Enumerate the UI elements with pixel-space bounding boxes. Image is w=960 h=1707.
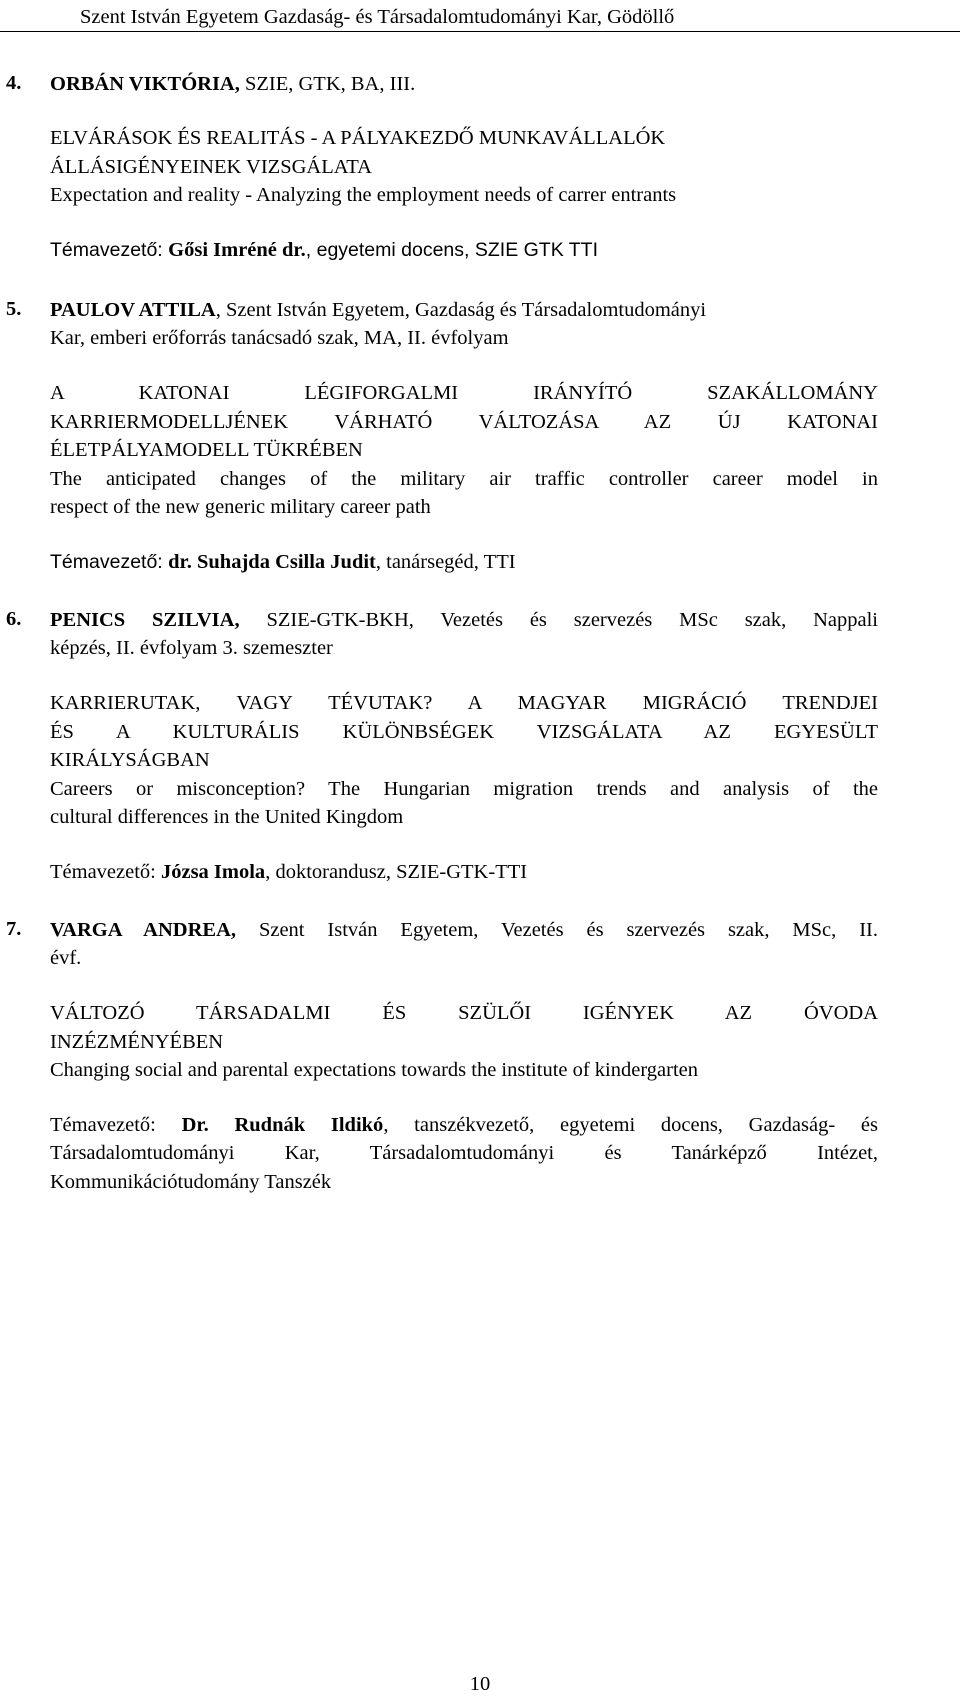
supervisor-line xyxy=(50,240,878,261)
affiliation: SZIE-GTK-BKH, Vezetés és szervezés MSc szak, Nappali xyxy=(239,609,878,631)
author-name: ORBÁN VIKTÓRIA, xyxy=(50,73,240,95)
author-line xyxy=(50,920,878,941)
title-hungarian: A KATONAI LÉGIFORGALMI IRÁNYÍTÓ SZAKÁLLOMÁNY xyxy=(50,382,878,404)
supervisor-name: dr. Suhajda Csilla Judit xyxy=(168,551,376,573)
supervisor-name: Dr. Rudnák Ildikó xyxy=(181,1114,384,1136)
supervisor-details: , tanszékvezető, egyetemi docens, Gazdaság- és xyxy=(383,1114,878,1136)
entry-number: 6. xyxy=(6,608,22,630)
supervisor-details: Társadalomtudományi Kar, Társadalomtudományi és Tanárképző Intézet, xyxy=(50,1142,878,1164)
title-english: Careers or misconception? The Hungarian migration trends and analysis of the xyxy=(50,778,878,800)
supervisor-name: Gősi Imréné dr. xyxy=(168,239,306,261)
entry-number: 5. xyxy=(6,298,22,320)
author-line xyxy=(50,74,878,95)
page-number: 10 xyxy=(469,1673,491,1695)
title-hungarian: KARRIERUTAK, VAGY TÉVUTAK? A MAGYAR MIGRÁCIÓ TRENDJEI xyxy=(50,692,878,714)
supervisor-details: Kommunikációtudomány Tanszék xyxy=(50,1171,332,1193)
page-header: Szent István Egyetem Gazdaság- és Társadalomtudományi Kar, Gödöllő xyxy=(80,6,675,28)
supervisor-label: Témavezető: xyxy=(50,551,169,573)
author-name: PAULOV ATTILA xyxy=(50,299,216,321)
author-name: PENICS SZILVIA, xyxy=(50,609,240,631)
supervisor-label: Témavezető: xyxy=(50,1114,182,1136)
affiliation: , Szent István Egyetem, Gazdaság és Társadalomtudományi xyxy=(215,299,707,321)
title-hungarian: ÉS A KULTURÁLIS KÜLÖNBSÉGEK VIZSGÁLATA AZ EGYESÜLT xyxy=(50,721,878,743)
affiliation: Kar, emberi erőforrás tanácsadó szak, MA, II. évfolyam xyxy=(50,327,509,349)
entry-number: 4. xyxy=(6,72,22,94)
title-hungarian: ÁLLÁSIGÉNYEINEK VIZSGÁLATA xyxy=(50,156,372,178)
supervisor-label: Témavezető: xyxy=(50,861,161,883)
title-hungarian: ELVÁRÁSOK ÉS REALITÁS - A PÁLYAKEZDŐ MUNKAVÁLLALÓK xyxy=(50,127,666,149)
supervisor-line xyxy=(50,1115,878,1136)
title-english: The anticipated changes of the military air traffic controller career model in xyxy=(50,468,878,490)
author-line xyxy=(50,300,878,321)
title-english: respect of the new generic military career path xyxy=(50,496,431,518)
author-line xyxy=(50,610,878,631)
title-hungarian: KIRÁLYSÁGBAN xyxy=(50,749,210,771)
supervisor-details: , egyetemi docens, SZIE GTK TTI xyxy=(305,239,599,261)
affiliation: képzés, II. évfolyam 3. szemeszter xyxy=(50,637,333,659)
entry-number: 7. xyxy=(6,918,22,940)
title-english: Changing social and parental expectations towards the institute of kindergarten xyxy=(50,1059,699,1081)
supervisor-line xyxy=(50,862,878,883)
title-hungarian: KARRIERMODELLJÉNEK VÁRHATÓ VÁLTOZÁSA AZ ÚJ KATONAI xyxy=(50,411,878,433)
affiliation: Szent István Egyetem, Vezetés és szervezés szak, MSc, II. xyxy=(236,919,878,941)
title-english: Expectation and reality - Analyzing the employment needs of carrer entrants xyxy=(50,184,677,206)
supervisor-details: , doktorandusz, SZIE-GTK-TTI xyxy=(265,861,528,883)
supervisor-name: Józsa Imola xyxy=(160,861,266,883)
affiliation: SZIE, GTK, BA, III. xyxy=(239,73,416,95)
affiliation: évf. xyxy=(50,947,82,969)
header-divider xyxy=(0,31,960,32)
supervisor-line xyxy=(50,552,878,573)
title-hungarian: VÁLTOZÓ TÁRSADALMI ÉS SZÜLŐI IGÉNYEK AZ ÓVODA xyxy=(50,1002,878,1024)
title-hungarian: ÉLETPÁLYAMODELL TÜKRÉBEN xyxy=(50,439,363,461)
title-hungarian: INZÉZMÉNYÉBEN xyxy=(50,1031,224,1053)
supervisor-label: Témavezető: xyxy=(50,239,169,261)
author-name: VARGA ANDREA, xyxy=(50,919,237,941)
supervisor-details: , tanársegéd, TTI xyxy=(375,551,516,573)
title-english: cultural differences in the United Kingdom xyxy=(50,806,404,828)
